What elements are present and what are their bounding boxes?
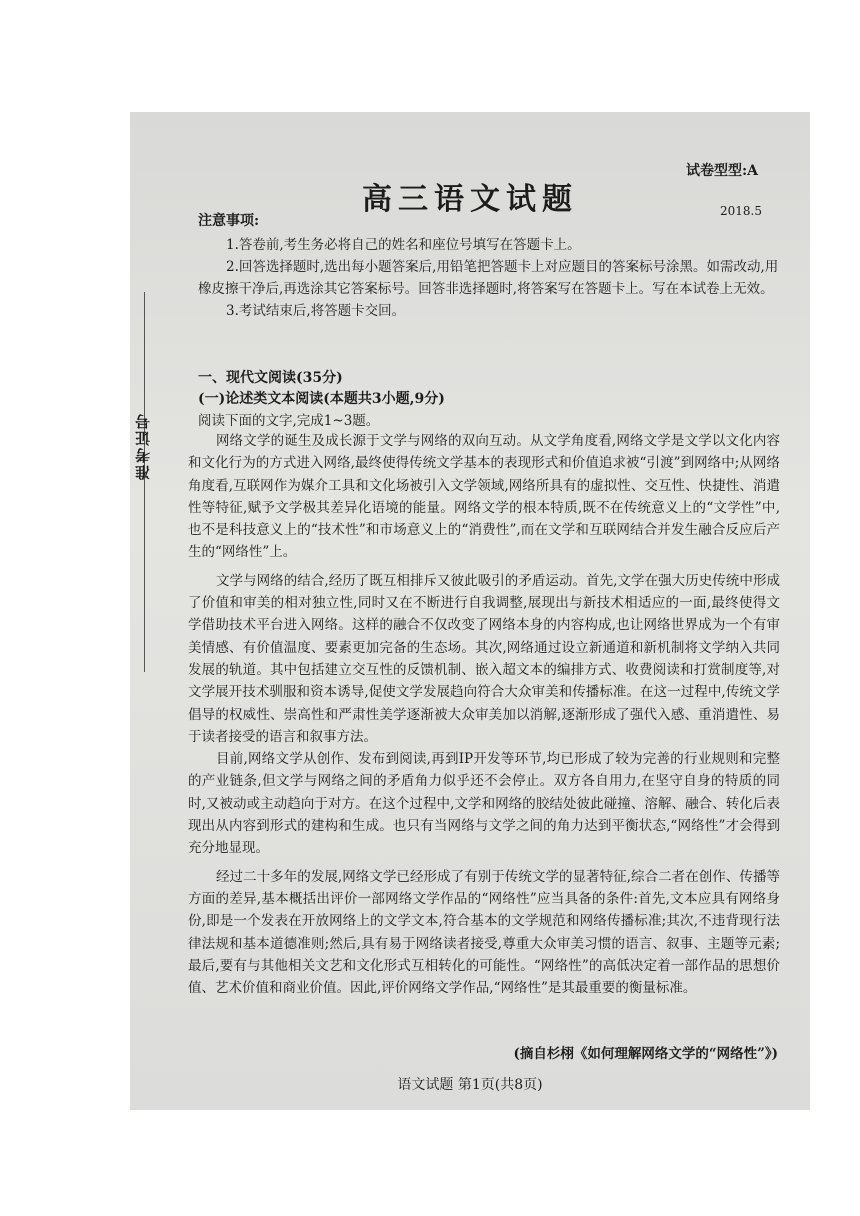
exam-sheet bbox=[130, 112, 810, 1110]
page-footer: 语文试题 第1页(共8页) bbox=[397, 1077, 543, 1093]
reading-passage bbox=[188, 430, 780, 999]
passage-paragraph: 网络文学的诞生及成长源于文学与网络的双向互动。从文学角度看,网络文学是文学以文化内容和文化行为的方式进入网络,最终使得传统文学基本的表现形式和价值追求被“引渡”到网络中;从网络角度看,互联网作为媒介工具和文化场被引入文学领域,网络所具有的虚拟性、交互性、快捷性、消遣性等特征,赋予文学极其差异化语境的能量。网络文学的根本特质,既不在传统意义上的“文学性”中,也不是科技意义上的“技术性”和市场意义上的“消费性”,而在文学和互联网结合并发生融合反应后产生的“网络性”上。 bbox=[188, 433, 780, 561]
reading-instruction: 阅读下面的文字,完成1~3题。 bbox=[198, 413, 380, 429]
candidate-number-label: 准考证号 bbox=[134, 412, 152, 480]
page-title: 高三语文试题 bbox=[362, 182, 578, 217]
notice-list bbox=[198, 234, 784, 322]
passage-paragraph: 文学与网络的结合,经历了既互相排斥又彼此吸引的矛盾运动。首先,文学在强大历史传统中形成了价值和审美的相对独立性,同时又在不断进行自我调整,展现出与新技术相适应的一面,最终使得文学借助技术平台进入网络。这样的融合不仅改变了网络本身的内容构成,也让网络世界成为一个有审美情感、有价值温度、要素更加完备的生态场。其次,网络通过设立新通道和新机制将文学纳入共同发展的轨道。其中包括建立交互性的反馈机制、嵌入超文本的编排方式、收费阅读和打赏制度等,对文学展开技术驯服和资本诱导,促使文学发展趋向符合大众审美和传播标准。在这一过程中,传统文学倡导的权威性、崇高性和严肃性美学逐渐被大众审美加以消解,逐渐形成了强代入感、重消遣性、易于读者接受的语言和叙事方法。 bbox=[188, 572, 780, 745]
notice-item: 3.考试结束后,将答题卡交回。 bbox=[226, 303, 406, 319]
notice-item: 1.答卷前,考生务必将自己的姓名和座位号填写在答题卡上。 bbox=[226, 237, 581, 253]
passage-source: (摘自杉栩《如何理解网络文学的“网络性”》) bbox=[513, 1046, 778, 1062]
passage-paragraph: 目前,网络文学从创作、发布到阅读,再到IP开发等环节,均已形成了较为完善的行业规则和完整的产业链条,但文学与网络之间的矛盾角力似乎还不会停止。双方各自用力,在坚守自身的特质的同时,又被动或主动趋向于对方。在这个过程中,文学和网络的胶结处彼此碰撞、溶解、融合、转化后表现出从内容到形式的建构和生成。也只有当网络与文学之间的角力达到平衡状态,“网络性”才会得到充分地显现。 bbox=[188, 751, 780, 857]
paper-type: 试卷型型:A bbox=[685, 163, 758, 179]
exam-date: 2018.5 bbox=[720, 204, 762, 218]
notice-heading: 注意事项: bbox=[198, 213, 260, 229]
section-heading: 一、现代文阅读(35分) bbox=[198, 370, 343, 386]
passage-paragraph: 经过二十多年的发展,网络文学已经形成了有别于传统文学的显著特征,综合二者在创作、传播等方面的差异,基本概括出评价一部网络文学作品的“网络性”应当具备的条件:首先,文本应具有网络身份,即是一个发表在开放网络上的文学文本,符合基本的文学规范和网络传播标准;其次,不违背现行法律法规和基本道德准则;然后,具有易于网络读者接受,尊重大众审美习惯的语言、叙事、主题等元素;最后,要有与其他相关文艺和文化形式互相转化的可能性。“网络性”的高低决定着一部作品的思想价值、艺术价值和商业价值。因此,评价网络文学作品,“网络性”是其最重要的衡量标准。 bbox=[188, 868, 780, 997]
sub-section-heading: (一)论述类文本阅读(本题共3小题,9分) bbox=[198, 391, 445, 407]
binding-line bbox=[144, 292, 145, 672]
notice-item: 2.回答选择题时,选出每小题答案后,用铅笔把答题卡上对应题目的答案标号涂黑。如需改动,用橡皮擦干净后,再选涂其它答案标号。回答非选择题时,将答案写在答题卡上。写在本试卷上无效。 bbox=[198, 259, 779, 297]
